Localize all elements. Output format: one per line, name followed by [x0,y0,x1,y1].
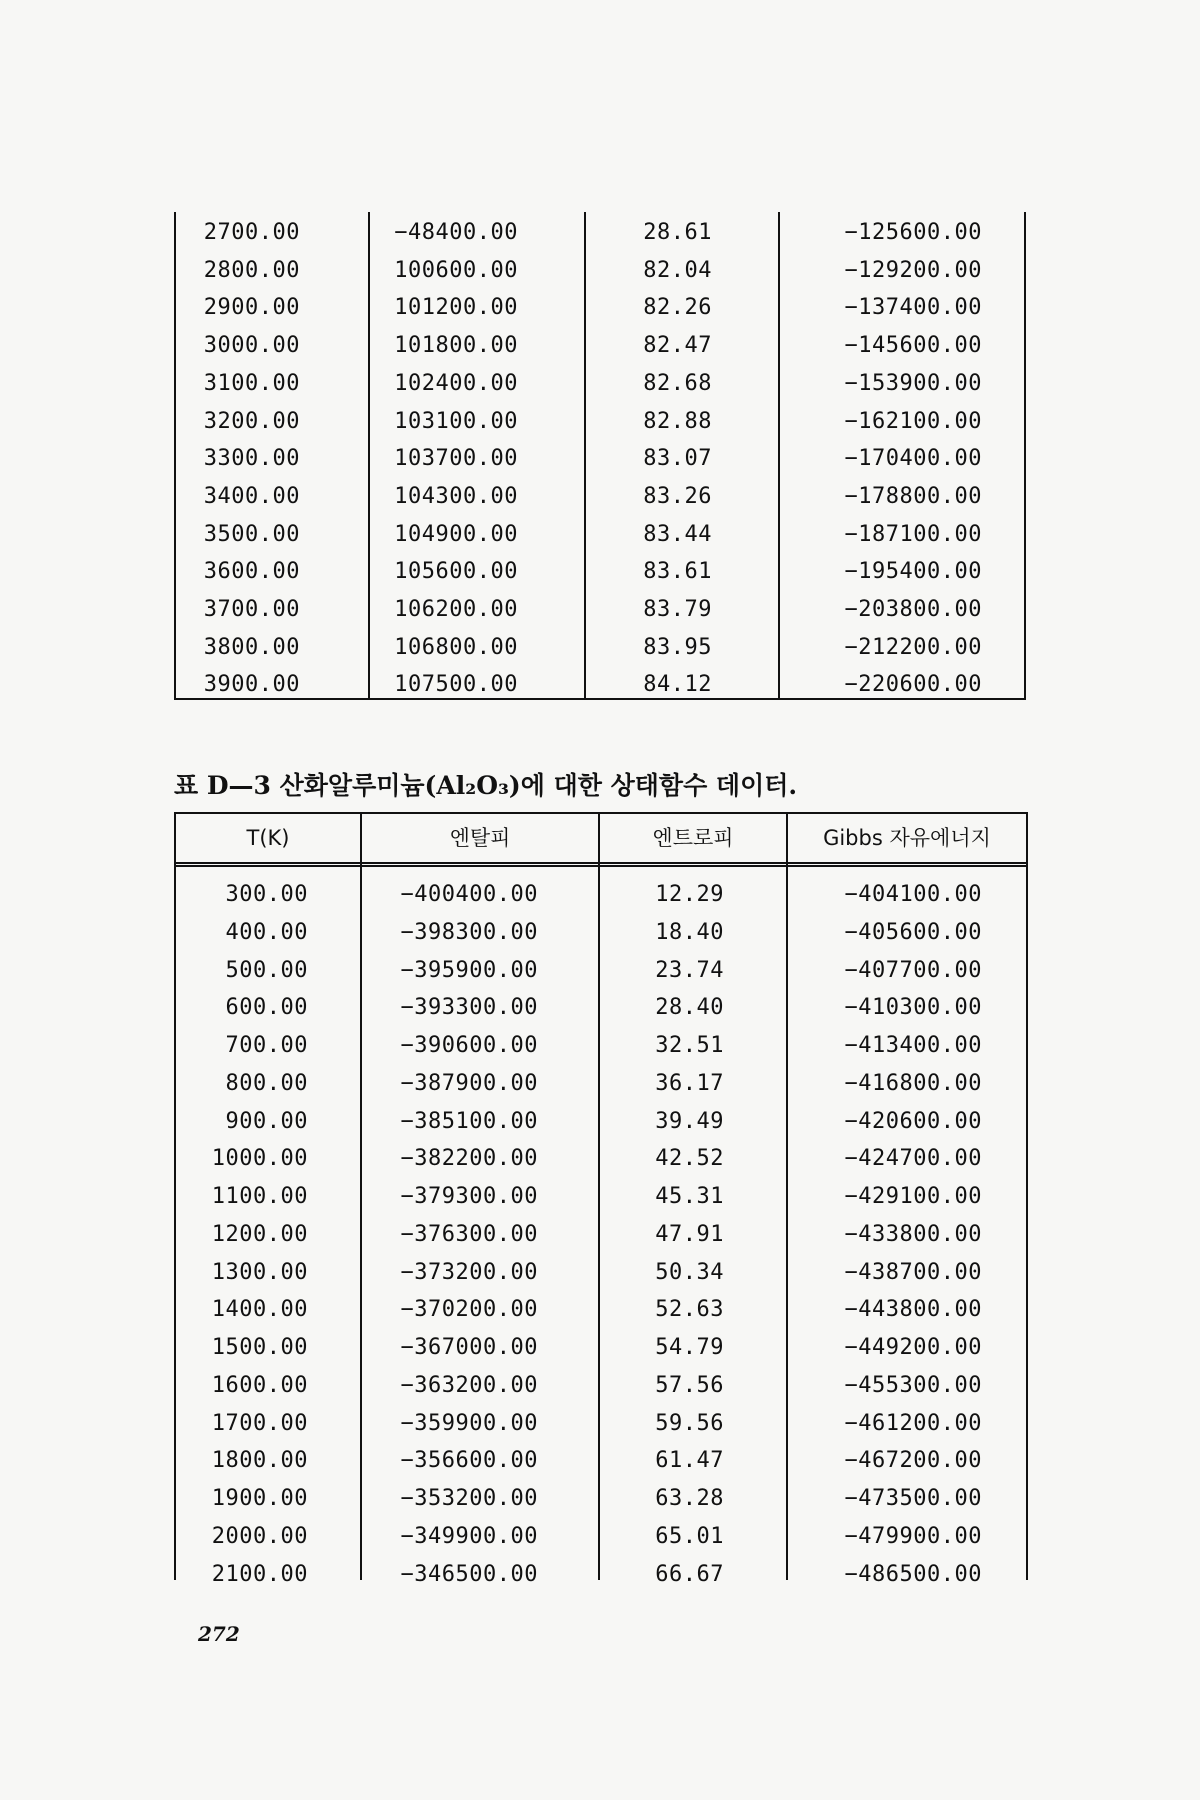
table-cell: −376300.00 [400,1221,538,1247]
table-cell: 105600.00 [394,559,518,585]
table-alumina-state-functions [174,812,1028,1587]
table-cell: −467200.00 [844,1448,982,1474]
table-cell: −405600.00 [844,919,982,945]
table-row [176,553,1024,590]
table-row [176,1480,1026,1517]
table-cell: 12.29 [655,882,724,907]
table-cell: −473500.00 [844,1486,982,1511]
table-cell: −393300.00 [400,995,538,1021]
header-temperature: T(K) [246,826,290,850]
page-number: 272 [198,1622,240,1646]
table-cell: −407700.00 [844,957,982,983]
table-cell: 1000.00 [211,1146,308,1172]
table-cell: 500.00 [225,957,308,983]
table-cell: 82.04 [643,257,712,283]
table-cell: −162100.00 [844,408,982,434]
table-cell: −187100.00 [844,521,982,547]
header-entropy: 엔트로피 [652,826,734,850]
table-cell: −455300.00 [844,1372,982,1398]
table-row [176,1329,1026,1366]
table-cell: −145600.00 [844,333,982,359]
table-cell: 1500.00 [211,1335,308,1360]
table-row [176,440,1024,477]
table-row [176,1367,1026,1404]
table-cell: 45.31 [655,1184,724,1209]
table-row [176,1442,1026,1479]
header-enthalpy: 엔탈피 [449,826,511,850]
table-cell: 700.00 [225,1033,308,1058]
table-cell: 28.40 [655,995,724,1021]
table-row [176,1291,1026,1328]
table-cell: 1600.00 [211,1372,308,1398]
table-cell: 3200.00 [203,408,300,434]
table-cell: 82.88 [643,408,712,434]
table-cell: −416800.00 [844,1070,982,1096]
table-cell: 82.68 [643,370,712,396]
table-cell: 36.17 [655,1070,724,1096]
table-cell: −486500.00 [844,1561,982,1587]
table-cell: 63.28 [655,1486,724,1511]
table-cell: 42.52 [655,1146,724,1172]
table-cell: 23.74 [655,957,724,983]
table-cell: −398300.00 [400,919,538,945]
table-row [176,365,1024,402]
table-cell: −129200.00 [844,257,982,283]
table-cell: −373200.00 [400,1259,538,1285]
table-cell: 2000.00 [211,1523,308,1549]
table-cell: 3400.00 [203,483,300,509]
table-row [176,516,1024,553]
table-cell: 83.61 [643,559,712,585]
table-cell: −178800.00 [844,483,982,509]
table-cell: −400400.00 [400,882,538,907]
table-cell: 82.47 [643,333,712,359]
table-cell: 800.00 [225,1070,308,1096]
table-cell: −461200.00 [844,1410,982,1436]
table-cell: 1200.00 [211,1221,308,1247]
table-row [176,989,1026,1026]
table-cell: 3800.00 [203,634,300,660]
table-cell: 66.67 [655,1561,724,1587]
table-cell: 1300.00 [211,1259,308,1285]
table-row [176,327,1024,364]
table-cell: −212200.00 [844,634,982,660]
table-row [176,1216,1026,1253]
table-cell: 83.44 [643,521,712,547]
table-cell: 900.00 [225,1108,308,1134]
table-row [176,289,1024,326]
table-cell: 107500.00 [394,672,518,698]
table-row [176,591,1024,628]
table-cell: −424700.00 [844,1146,982,1172]
table-cell: −382200.00 [400,1146,538,1172]
table-row [176,1254,1026,1291]
table-continuation [174,212,1026,700]
table-cell: 3100.00 [203,370,300,396]
table-row [176,214,1024,251]
table-cell: −346500.00 [400,1561,538,1587]
table-row [176,952,1026,989]
table-cell: 3600.00 [203,559,300,585]
table-cell: 1400.00 [211,1297,308,1323]
table-row [176,1518,1026,1555]
table-cell: −390600.00 [400,1033,538,1058]
table-cell: −387900.00 [400,1070,538,1096]
table-row [176,629,1024,666]
table-cell: 3500.00 [203,521,300,547]
table-row [176,1405,1026,1442]
table-row [176,914,1026,951]
table-cell: −170400.00 [844,446,982,472]
table-cell: 83.95 [643,634,712,660]
table-cell: −433800.00 [844,1221,982,1247]
table-cell: −443800.00 [844,1297,982,1323]
table-row [176,478,1024,515]
table-cell: 3900.00 [203,672,300,698]
table-cell: 2100.00 [211,1561,308,1587]
table-cell: 3300.00 [203,446,300,472]
table-cell: 300.00 [225,882,308,907]
table-cell: 100600.00 [394,257,518,283]
table-row [176,1065,1026,1102]
table-cell: 400.00 [225,919,308,945]
table-cell: −395900.00 [400,957,538,983]
table-row [176,876,1026,913]
table-cell: 600.00 [225,995,308,1021]
table-cell: −479900.00 [844,1523,982,1549]
table-cell: 106800.00 [394,634,518,660]
table-cell: −404100.00 [844,882,982,907]
table-cell: −363200.00 [400,1372,538,1398]
header-gibbs-free-energy: Gibbs 자유에너지 [823,826,991,850]
table-cell: −195400.00 [844,559,982,585]
table-cell: 1800.00 [211,1448,308,1474]
table-cell: 1700.00 [211,1410,308,1436]
table-cell: 101800.00 [394,333,518,359]
table-cell: −153900.00 [844,370,982,396]
table-cell: 104900.00 [394,521,518,547]
table-cell: 102400.00 [394,370,518,396]
table-cell: −370200.00 [400,1297,538,1323]
table-cell: −137400.00 [844,295,982,321]
table-cell: 57.56 [655,1372,724,1398]
table-cell: 2700.00 [203,220,300,245]
table-row [176,403,1024,440]
table-cell: −429100.00 [844,1184,982,1209]
table-cell: −356600.00 [400,1448,538,1474]
table-cell: 83.26 [643,483,712,509]
table-row [176,1140,1026,1177]
table-cell: 83.07 [643,446,712,472]
table-row [176,1178,1026,1215]
table-cell: 101200.00 [394,295,518,321]
table-cell: −353200.00 [400,1486,538,1511]
table-cell: 65.01 [655,1523,724,1549]
table-row [176,1103,1026,1140]
table-cell: 106200.00 [394,597,518,622]
table-cell: 50.34 [655,1259,724,1285]
table-cell: −413400.00 [844,1033,982,1058]
table-row [176,252,1024,289]
table-cell: 47.91 [655,1221,724,1247]
table-cell: 103100.00 [394,408,518,434]
table-cell: 2900.00 [203,295,300,321]
table-cell: 2800.00 [203,257,300,283]
table-cell: 82.26 [643,295,712,321]
table-row [176,1027,1026,1064]
table-cell: 39.49 [655,1108,724,1134]
table-cell: 28.61 [643,220,712,245]
table-cell: 103700.00 [394,446,518,472]
table-cell: 104300.00 [394,483,518,509]
table-cell: −438700.00 [844,1259,982,1285]
table-cell: −203800.00 [844,597,982,622]
table-cell: −379300.00 [400,1184,538,1209]
table-cell: −48400.00 [394,220,518,245]
table-cell: 1100.00 [211,1184,308,1209]
table-row [176,666,1024,703]
table-cell: −367000.00 [400,1335,538,1360]
table-cell: −349900.00 [400,1523,538,1549]
table-caption: 표 D—3 산화알루미늄(Al₂O₃)에 대한 상태함수 데이터. [174,771,798,800]
table-cell: 83.79 [643,597,712,622]
table-cell: −385100.00 [400,1108,538,1134]
table-cell: 61.47 [655,1448,724,1474]
table-cell: −420600.00 [844,1108,982,1134]
header-separator [176,862,1026,867]
table-cell: 32.51 [655,1033,724,1058]
table-cell: 3000.00 [203,333,300,359]
table-cell: 18.40 [655,919,724,945]
table-cell: 84.12 [643,672,712,698]
table-cell: −220600.00 [844,672,982,698]
table-cell: 54.79 [655,1335,724,1360]
table-cell: −359900.00 [400,1410,538,1436]
table-cell: 52.63 [655,1297,724,1323]
table-cell: −125600.00 [844,220,982,245]
table-row [176,1556,1026,1593]
table-cell: −410300.00 [844,995,982,1021]
table-cell: 3700.00 [203,597,300,622]
table-cell: −449200.00 [844,1335,982,1360]
table-cell: 59.56 [655,1410,724,1436]
table-cell: 1900.00 [211,1486,308,1511]
